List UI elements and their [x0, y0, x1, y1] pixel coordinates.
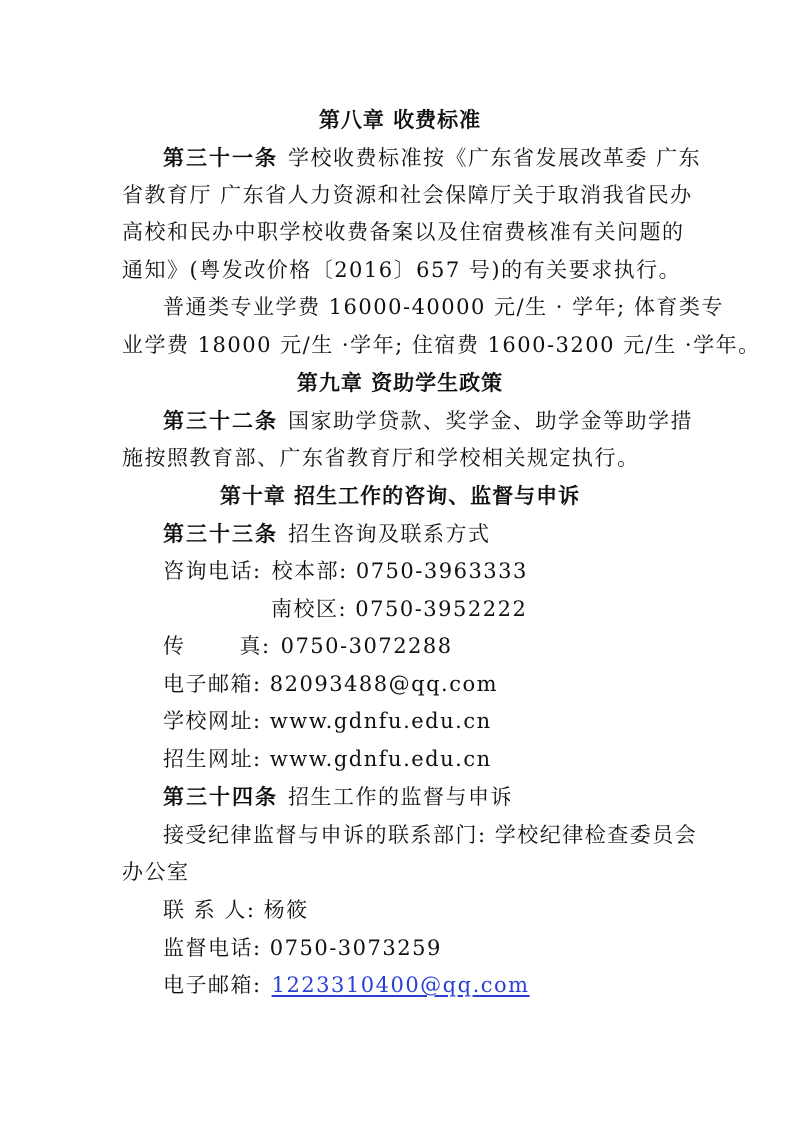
article-34-text: 招生工作的监督与申诉 — [288, 785, 513, 809]
fee-standard-line-2: 业学费 18000 元/生 ·学年; 住宿费 1600-3200 元/生 ·学年。 — [122, 333, 761, 357]
supervision-email-line — [163, 971, 530, 999]
chapter-9-title: 第九章 资助学生政策 — [296, 371, 504, 395]
article-31-line-3: 高校和民办中职学校收费备案以及住宿费核准有关问题的 — [122, 220, 685, 244]
article-33-line — [163, 520, 491, 548]
fax-label-1: 传 — [163, 634, 186, 658]
article-34-label: 第三十四条 — [163, 785, 278, 809]
consult-email: 电子邮箱: 82093488@qq.com — [163, 672, 499, 696]
consult-phone-label: 咨询电话: — [163, 559, 262, 583]
article-34-line — [163, 783, 513, 811]
article-32-line-1 — [163, 407, 693, 435]
article-31-text-1: 学校收费标准按《广东省发展改革委 广东 — [288, 146, 702, 170]
chapter-8-title: 第八章 收费标准 — [318, 108, 482, 132]
fax-number: 0750-3072288 — [280, 634, 453, 658]
article-32-label: 第三十二条 — [163, 409, 278, 433]
article-32-line-2: 施按照教育部、广东省教育厅和学校相关规定执行。 — [122, 446, 640, 470]
supervision-dept-line-1: 接受纪律监督与申诉的联系部门: 学校纪律检查委员会 — [163, 823, 698, 847]
article-31-line-1 — [163, 144, 701, 172]
consult-phone-line — [163, 557, 528, 585]
consult-phone-main: 校本部: 0750-3963333 — [271, 559, 528, 583]
supervision-contact: 联 系 人: 杨筱 — [163, 898, 309, 922]
supervision-email-label: 电子邮箱: — [163, 973, 262, 997]
admission-website: 招生网址: www.gdnfu.edu.cn — [163, 747, 492, 771]
article-31-line-4: 通知》(粤发改价格〔2016〕657 号)的有关要求执行。 — [122, 258, 682, 282]
consult-phone-south: 南校区: 0750-3952222 — [271, 597, 528, 621]
supervision-email-link[interactable]: 1223310400@qq.com — [271, 973, 530, 997]
article-33-label: 第三十三条 — [163, 522, 278, 546]
school-website: 学校网址: www.gdnfu.edu.cn — [163, 709, 492, 733]
article-31-line-2: 省教育厅 广东省人力资源和社会保障厅关于取消我省民办 — [122, 183, 693, 207]
article-33-text: 招生咨询及联系方式 — [288, 522, 491, 546]
fee-standard-line-1: 普通类专业学费 16000-40000 元/生 · 学年; 体育类专 — [163, 295, 724, 319]
fax-line — [163, 632, 453, 660]
chapter-10-title: 第十章 招生工作的咨询、监督与申诉 — [219, 484, 581, 508]
article-31-label: 第三十一条 — [163, 146, 278, 170]
article-32-text-1: 国家助学贷款、奖学金、助学金等助学措 — [288, 409, 693, 433]
fax-label-2: 真: — [239, 634, 271, 658]
supervision-phone: 监督电话: 0750-3073259 — [163, 936, 442, 960]
supervision-dept-line-2: 办公室 — [122, 860, 190, 884]
